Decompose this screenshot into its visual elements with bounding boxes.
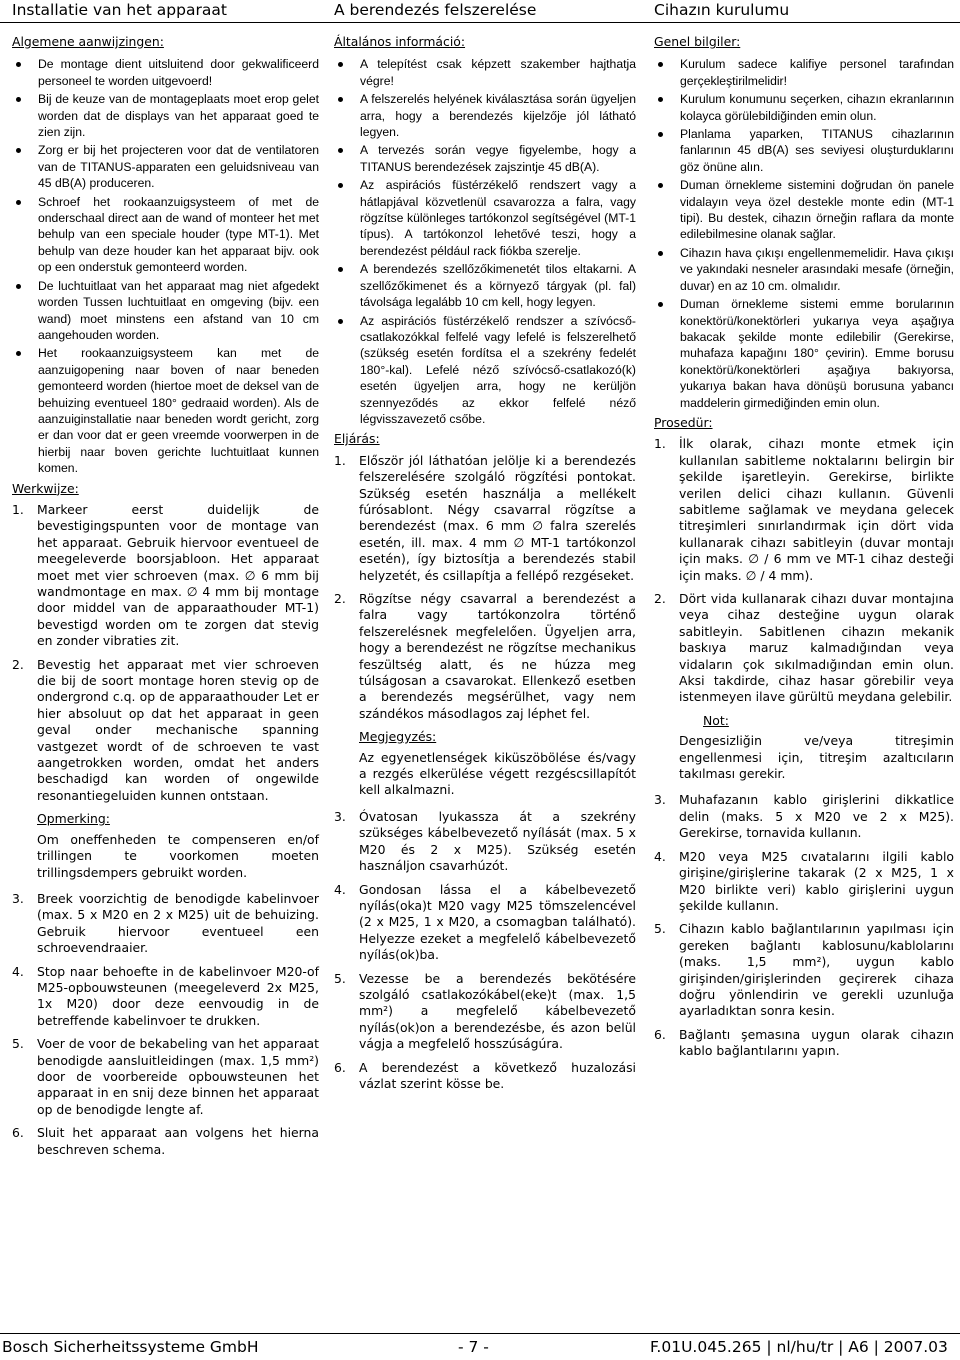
bullet-item: Duman örnekleme sistemi emme borularının konektörü/konektörleri yukarıya veya aşağıya bakacak şekilde monte edilebilir (Gerekirse, muhafaza kapağını 180° çevirin). Emme borusu konektörü/konektörleri aşağıya bakıyorsa, yukarıya bakan hava dönüşü borusuna yabancı maddelerin girmediğinden emin olun. [654, 296, 954, 411]
step-text: Bevestig het apparaat met vier schroeven die bij de soort montage horen stevig op de ondergrond c.q. op de apparaathouder Let er hier absoluut op dat het apparaat in geen geval onder mechanische spanning vastgezet wordt of de schroeven te vast aangetrokken worden, omdat het anders beschadigd kan worden of ongewilde resonantiegeluiden kunnen ontstaan. [37, 656, 319, 803]
step-text: Bağlantı şemasına uygun olarak cihazın kablo bağlantılarını yapın. [679, 1026, 954, 1059]
procedure-steps [654, 436, 954, 706]
bullet-item: Az aspirációs füstérzékelő rendszert vagy a hátlapjával közvetlenül csavarozza a falra, vagy rögzítse különleges tartókonzol segítségével (MT-1 típus). A tartókonzol lehetővé teszi, hogy a berendezést például rack fiókba szerelje. [334, 177, 636, 259]
bullet-item: Bij de keuze van de montageplaats moet erop gelet worden dat de displays van het apparaat goed te zien zijn. [12, 91, 319, 140]
procedure-heading: Werkwijze: [12, 480, 79, 496]
general-bullets [334, 56, 636, 427]
step-item [334, 453, 636, 584]
step-item [654, 921, 954, 1019]
general-bullets [12, 56, 319, 476]
bullet-item: A tervezés során vegye figyelembe, hogy a TITANUS berendezések zajszintje 45 dB(A). [334, 142, 636, 175]
step-text: Óvatosan lyukassza át a szekrény szükséges kábelbevezető nyílását (max. 5 x M20 és 2 x M25). Szükség esetén használjon csavarhúzót. [359, 808, 636, 874]
bullet-item: A berendezés szellőzőkimenetét tilos eltakarni. A szellőzőkimenet és a környező tárgyak (pl. fal) távolsága legalább 10 cm kell, hogy legyen. [334, 261, 636, 310]
bullet-item: Kurulum konumunu seçerken, cihazın ekranlarının kolayca görülebildiğinden emin olun. [654, 91, 954, 124]
note-block [334, 729, 636, 799]
bullet-item: De luchtuitlaat van het apparaat mag niet afgedekt worden Tussen luchtuitlaat en omgeving (bijv. een wand) moet minstens een afstand van 10 cm aangehouden worden. [12, 278, 319, 344]
step-number: 1. [654, 436, 666, 452]
bullet-item: Planlama yaparken, TITANUS cihazlarının fanlarının 45 dB(A) ses seviyesi oluşturduklarını göz önüne alın. [654, 126, 954, 175]
step-item [12, 1036, 319, 1118]
step-number: 2. [12, 656, 24, 672]
column-hungarian [334, 34, 636, 1099]
procedure-steps-continued [12, 891, 319, 1158]
step-item [654, 591, 954, 706]
note-block [12, 811, 319, 881]
footer-page-number: - 7 - [458, 1338, 489, 1356]
step-item [12, 502, 319, 650]
note-text: Az egyenetlenségek kiküszöbölése és/vagy a rezgés elkerülése végett rezgéscsillapítót kell alkalmazni. [359, 749, 636, 798]
step-text: Sluit het apparaat aan volgens het hierna beschreven schema. [37, 1125, 319, 1157]
procedure-heading: Eljárás: [334, 431, 380, 447]
step-text: Voer de voor de bekabeling van het apparaat benodigde aansluitleidingen (max. 1,5 mm²) door de voorbereide opbouwsteunen het apparaat in en snij deze binnen het apparaat op de benodigde lengte af. [37, 1036, 319, 1117]
step-number: 6. [12, 1125, 24, 1141]
step-number: 6. [334, 1059, 346, 1075]
step-number: 1. [12, 501, 24, 517]
step-item [654, 1027, 954, 1060]
step-text: İlk olarak, cihazı monte etmek için kullanılan sabitleme noktalarını belirgin bir şekilde işaretleyin. Gerekirse, birlikte verilen delici cihazı kullanın. Güvenli sabitleme sağlamak ve meydana gelecek titreşimleri sınırlandırmak için dört vida kullanarak cihazı sabitleyin (duvar montajı için maks. ∅ / 6 mm ve MT-1 cihaz desteği için maks. ∅ / 4 mm). [679, 436, 954, 583]
step-item [12, 964, 319, 1030]
step-number: 1. [334, 452, 346, 468]
note-text: Om oneffenheden te compenseren en/of trillingen te voorkomen moeten trillingsdempers gebruikt worden. [37, 831, 319, 880]
step-text: Cihazın kablo bağlantılarının yapılması için gereken bağlantı kablosunu/kablolarını (maks. 1,5 mm²), uygun kablo girişinden/girişlerinden geçirerek cihaza doğru yönlendirin ve gerekli uzunluğa ayarladıktan sonra kesin. [679, 921, 954, 1019]
bullet-item: Az aspirációs füstérzékelő rendszer a szívócső-csatlakozókkal felfelé vagy lefelé is felszerelhető (szükség esetén fordítsa el a szekrény fedelét 180°-kal). Lefelé néző szívócső-csatlakozó(k) esetén ügyeljen arra, hogy ne kerüljön szennyeződés az ekkor felfelé néző légvisszavezető csőbe. [334, 313, 636, 428]
bullet-item: De montage dient uitsluitend door gekwalificeerd personeel te worden uitgevoerd! [12, 56, 319, 89]
col3-title: Cihazın kurulumu [654, 1, 790, 19]
step-item [654, 792, 954, 841]
bullet-item: Schroef het rookaanzuigsysteem of met de onderschaal direct aan de wand of monteer het met behulp van een speciale houder (type MT-1). Met behulp van deze houder kan het apparaat bijv. ook op een onderstuk gemonteerd worden. [12, 194, 319, 276]
column-turkish [654, 34, 954, 1067]
procedure-heading: Prosedür: [654, 414, 713, 430]
step-item [654, 849, 954, 915]
step-number: 5. [12, 1036, 24, 1052]
bullet-item: Cihazın hava çıkışı engellenmemelidir. Hava çıkışı ve yakındaki nesneler arasındaki mesafe (örneğin, duvar) en az 10 cm. olmalıdır. [654, 245, 954, 294]
step-text: Rögzítse négy csavarral a berendezést a falra vagy tartókonzolra történő felszerelésnek megfelelően. Ügyeljen arra, hogy a berendezést ne rögzítse mechanikus feszültség alatt, és ne húzza meg túlságosan a csavarokat. Ellenkező esetben a berendezés megsérülhet, vagy nem szándékos másodlagos zaj léphet fel. [359, 591, 636, 721]
step-text: Először jól láthatóan jelölje ki a berendezés felszerelésére szolgáló rögzítési pontokat. Szükség esetén használja a mellékelt fúrósablont. Négy csavarral rögzítse a berendezést (max. 6 mm ∅ falra szerelés esetén, ill. max. 4 mm ∅ MT-1 tartókonzol esetén), így biztosítja a berendezés stabil helyzetét, és csillapítja a fellépő rezgéseket. [359, 452, 636, 583]
procedure-steps-continued [334, 809, 636, 1093]
step-text: Gondosan lássa el a kábelbevezető nyílás(oka)t M20 vagy M25 tömszelencével (2 x M25, 1 x M20, a csomagban található). Helyezze ezeket a megfelelő kábelbevezető nyílás(ok)ba. [359, 881, 636, 963]
step-item [334, 882, 636, 964]
step-text: M20 veya M25 cıvatalarını ilgili kablo girişine/girişlerine takarak (2 x M25, 1 x M20 birlikte veri) kablo girişlerini uygun şekilde kullanın. [679, 848, 954, 913]
general-heading: Genel bilgiler: [654, 34, 741, 49]
bullet-item: Zorg er bij het projecteren voor dat de ventilatoren van de TITANUS-apparaten een geluidsniveau van 45 dB(A) produceren. [12, 142, 319, 191]
step-number: 6. [654, 1026, 666, 1042]
step-item [334, 971, 636, 1053]
note-title: Opmerking: [37, 811, 110, 827]
procedure-steps [334, 453, 636, 723]
step-number: 4. [12, 963, 24, 979]
bullet-item: Duman örnekleme sistemini doğrudan ön panele vidalayın veya özel destekle monte edin (MT-1 tipi). Bu destek, cihazın örneğin raflara da monte edilebilmesine olanak sağlar. [654, 177, 954, 243]
footer-rule [0, 1333, 960, 1334]
note-title: Not: [703, 712, 729, 728]
note-text: Dengesizliğin ve/veya titreşimin engellenmesi için, titreşim azaltıcıların takılması gerekir. [679, 733, 954, 782]
note-title: Megjegyzés: [359, 729, 437, 745]
col2-title: A berendezés felszerelése [334, 1, 537, 19]
bullet-item: Kurulum sadece kalifiye personel tarafından gerçekleştirilmelidir! [654, 56, 954, 89]
step-number: 2. [334, 591, 346, 606]
step-text: Markeer eerst duidelijk de bevestigingspunten voor de montage van het apparaat. Gebruik hiervoor eventueel de meegeleverde boorsjabloon. Het apparaat moet met vier schroeven (max. ∅ 6 mm bij wandmontage en max. ∅ 4 mm bij montage door middel van de apparaathouder MT-1) bevestigd worden om te zorgen dat stevig en zonder vibraties zit. [37, 501, 319, 649]
general-bullets [654, 56, 954, 411]
step-number: 3. [334, 808, 346, 824]
step-text: A berendezést a következő huzalozási vázlat szerint kösse be. [359, 1059, 636, 1091]
step-number: 4. [654, 848, 666, 864]
step-item [12, 891, 319, 957]
step-item [334, 591, 636, 722]
step-text: Vezesse be a berendezés bekötésére szolgáló csatlakozókábel(eke)t (max. 1,5 mm²) a megfelelő kábelbevezető nyílás(ok)on a berendezésbe, és azon belül vágja a megfelelő hosszúságúra. [359, 970, 636, 1052]
step-number: 4. [334, 881, 346, 897]
step-item [12, 657, 319, 805]
bullet-item: A felszerelés helyének kiválasztása során ügyeljen arra, hogy a berendezés kijelzője jól látható legyen. [334, 91, 636, 140]
step-number: 5. [334, 970, 346, 986]
note-block [654, 713, 954, 783]
step-text: Breek voorzichtig de benodigde kabelinvoer (max. 5 x M20 en 2 x M25) uit de behuizing. Gebruik hiervoor eventueel een schroevendraaier. [37, 890, 319, 956]
footer-company: Bosch Sicherheitssysteme GmbH [2, 1338, 259, 1356]
page-header [0, 0, 960, 24]
step-number: 5. [654, 921, 666, 937]
procedure-steps [12, 502, 319, 804]
col1-title: Installatie van het apparaat [12, 1, 227, 19]
step-number: 2. [654, 591, 666, 606]
bullet-item: A telepítést csak képzett szakember hajthatja végre! [334, 56, 636, 89]
step-number: 3. [12, 890, 24, 906]
step-text: Dört vida kullanarak cihazı duvar montajına veya cihaz desteğine uygun olarak sabitleyin. Sabitlenen cihazın mekanik baskıya maruz kalmadığından veya vidaların çok sıkılmadığından emin olun. Aksi takdirde, cihaz hasar görebilir veya istenmeyen ilave gürültü meydana gelebilir. [679, 591, 954, 705]
step-number: 3. [654, 792, 666, 808]
general-heading: Általános információ: [334, 34, 466, 49]
column-dutch [12, 34, 319, 1165]
bullet-item: Het rookaanzuigsysteem kan met de aanzuigopening naar boven of naar beneden gemonteerd worden (hiertoe moet de deksel van de behuizing eventueel 180° gedraaid worden). Als de aanzuiginstallatie naar beneden wordt gericht, zorg er dan voor dat er geen vreemde voorwerpen in de hierbij naar boven gerichte luchtuitlaat kunnen komen. [12, 345, 319, 476]
header-rule [0, 22, 960, 23]
procedure-steps-continued [654, 792, 954, 1059]
general-heading: Algemene aanwijzingen: [12, 34, 164, 49]
step-item [12, 1125, 319, 1158]
step-item [334, 1060, 636, 1093]
footer-document-reference: F.01U.045.265 | nl/hu/tr | A6 | 2007.03 [650, 1338, 948, 1356]
step-text: Stop naar behoefte in de kabelinvoer M20-of M25-opbouwsteunen (meegeleverd 2x M25, 1x M20) door deze eenvoudig in de betreffende kabelinvoer te drukken. [37, 963, 319, 1028]
step-text: Muhafazanın kablo girişlerini dikkatlice delin (maks. 5 x M20 ve 2 x M25). Gerekirse, tornavida kullanın. [679, 792, 954, 841]
step-item [654, 436, 954, 584]
step-item [334, 809, 636, 875]
